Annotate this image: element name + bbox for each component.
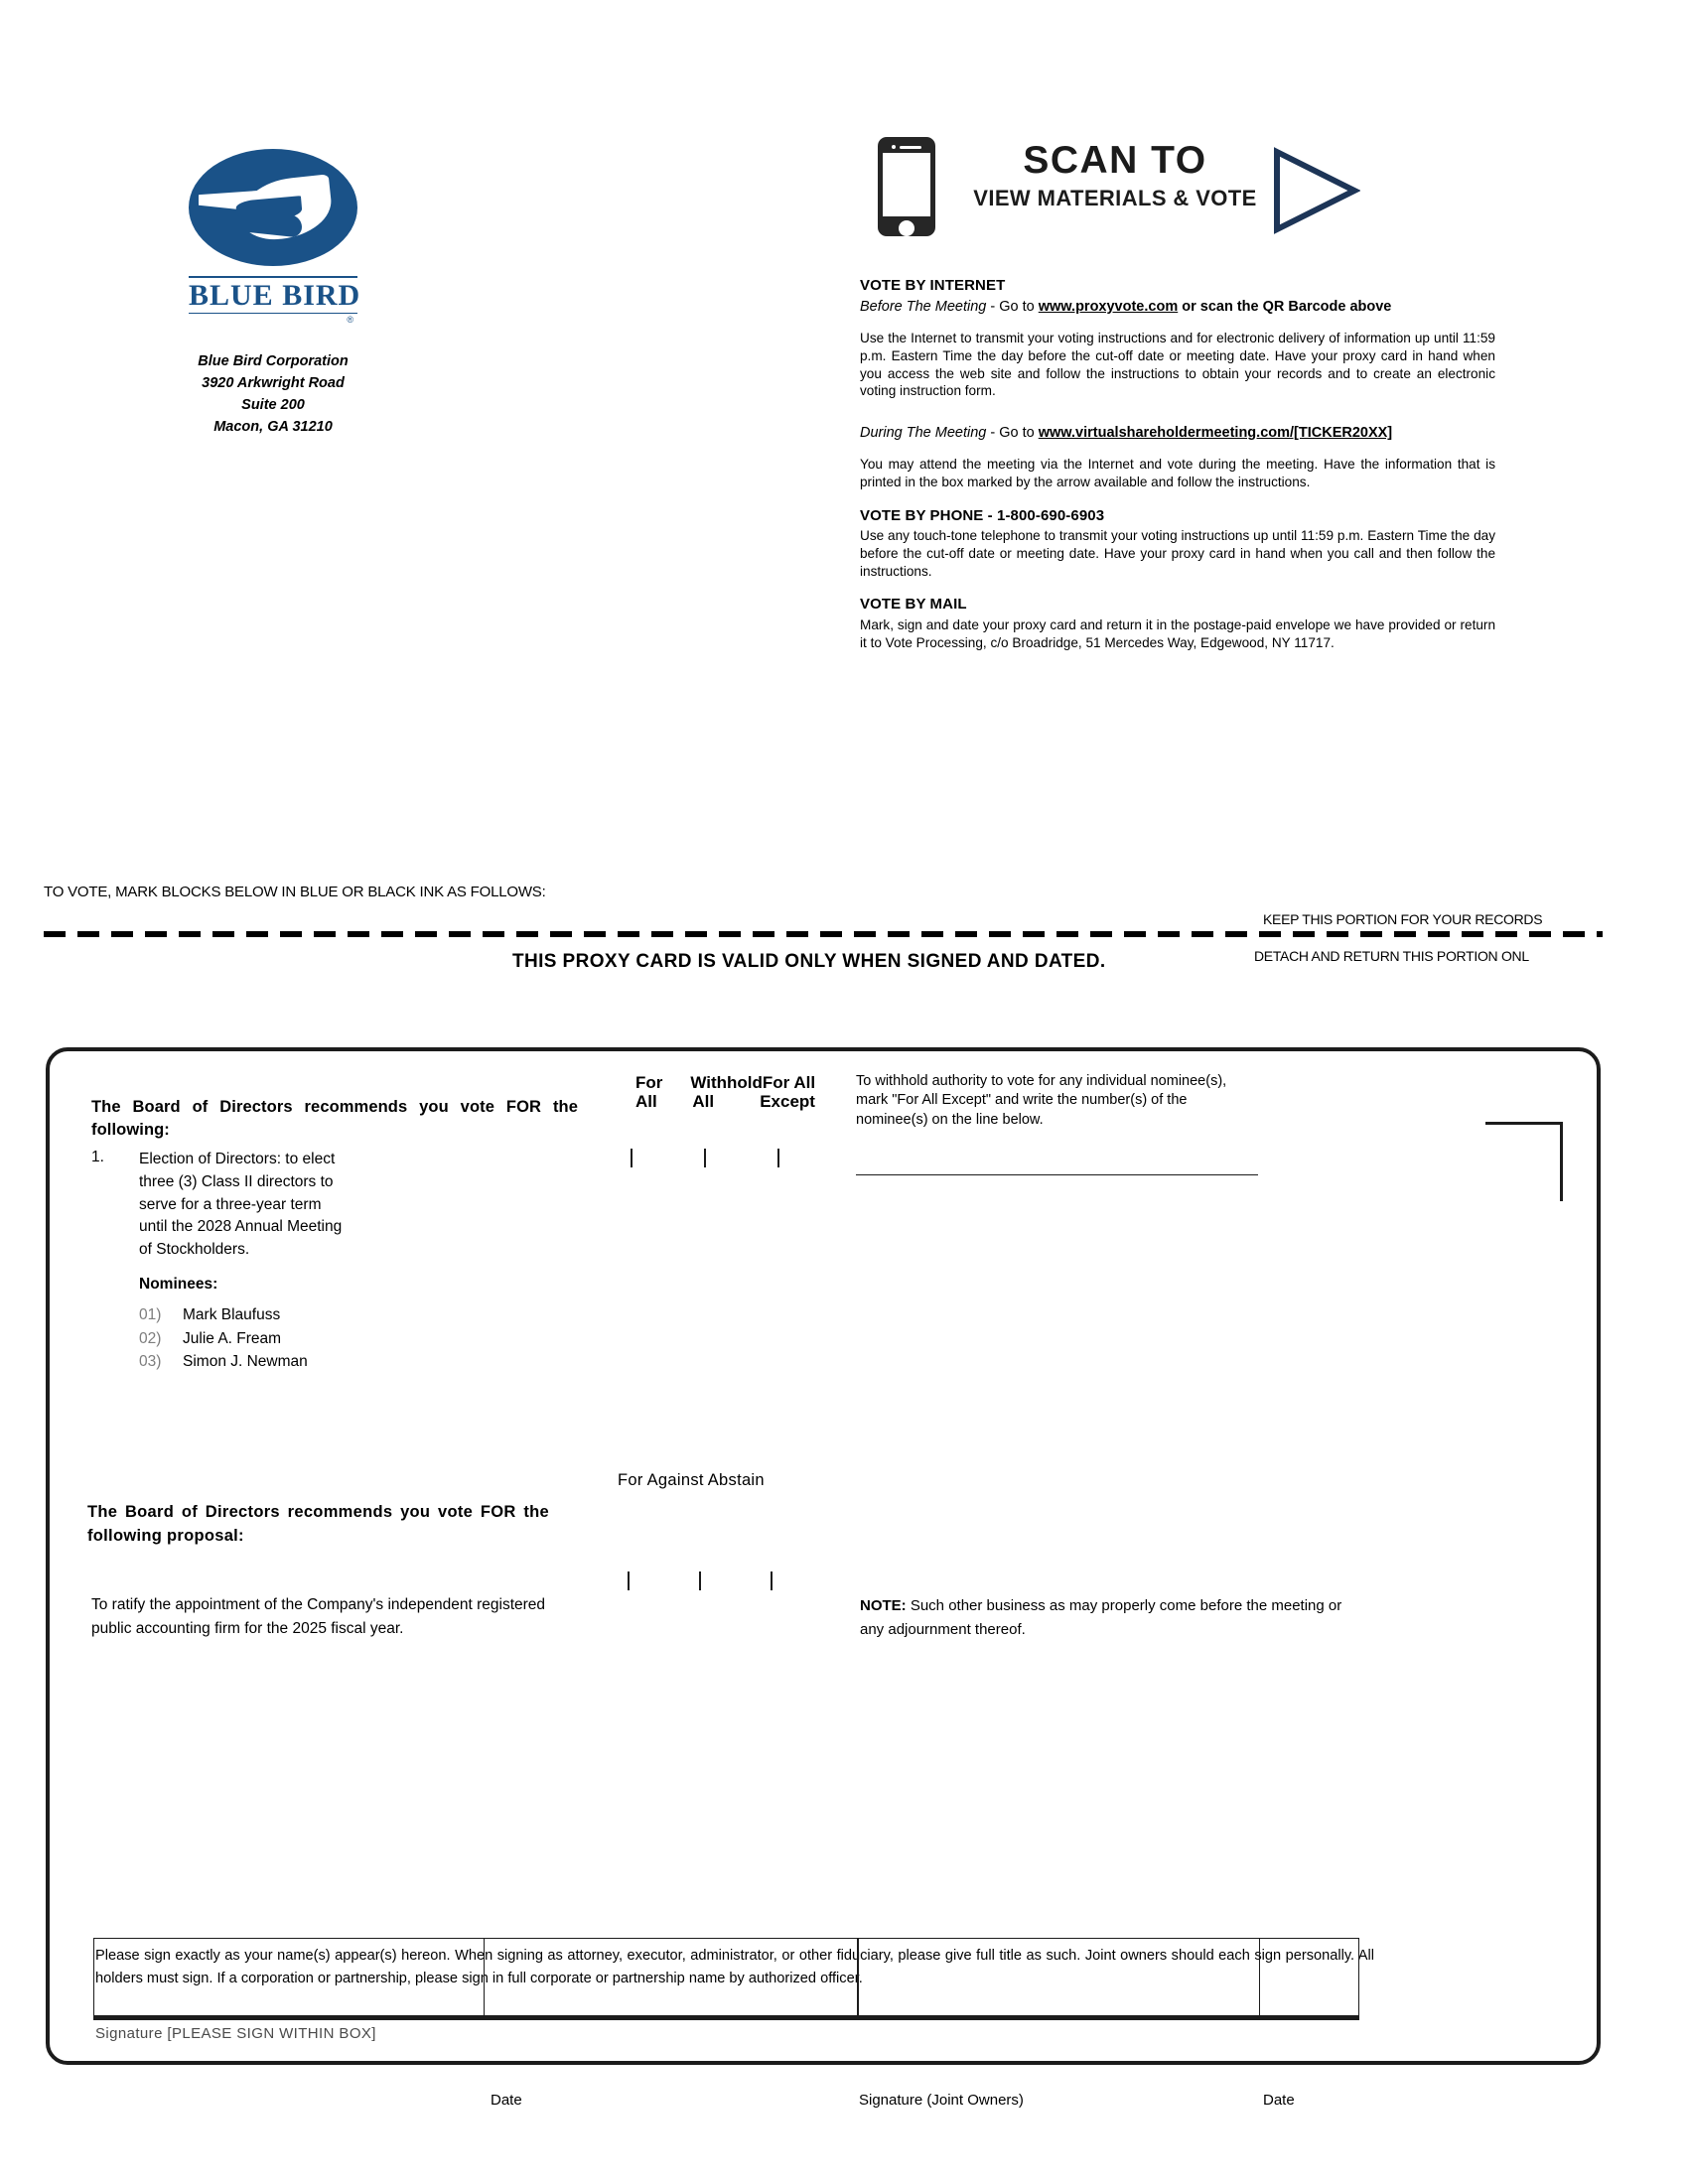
signature-within-box-label: Signature [PLEASE SIGN WITHIN BOX] bbox=[95, 2025, 376, 2042]
header-withhold-all-bottom: All bbox=[692, 1092, 715, 1112]
keep-portion-label: KEEP THIS PORTION FOR YOUR RECORDS bbox=[1263, 911, 1543, 927]
nominee-number: 02) bbox=[139, 1329, 162, 1347]
proposal-1-column-headers bbox=[635, 1073, 834, 1111]
vote-by-internet-heading: VOTE BY INTERNET bbox=[860, 277, 1006, 294]
before-meeting-dash: - Go to bbox=[986, 298, 1039, 315]
proposal-1-number: 1. bbox=[91, 1149, 104, 1165]
signature-field-divider bbox=[484, 1938, 485, 2019]
vote-by-phone-heading: VOTE BY PHONE - 1-800-690-6903 bbox=[860, 506, 1105, 524]
date-label-primary: Date bbox=[491, 2092, 522, 2109]
other-business-note bbox=[860, 1594, 1366, 1642]
company-logo-block bbox=[149, 149, 397, 439]
vote-instructions-block bbox=[860, 276, 1495, 652]
company-street: 3920 Arkwright Road bbox=[202, 375, 345, 392]
note-label: NOTE: bbox=[860, 1597, 907, 1614]
vote-by-mail-heading: VOTE BY MAIL bbox=[860, 596, 967, 614]
header-for-all-top: For bbox=[635, 1073, 663, 1092]
proposal-1-checkbox-row bbox=[631, 1150, 851, 1167]
mail-body: Mark, sign and date your proxy card and return it in the postage-paid envelope we have provided or return it to Vote Processing, c/o Broadridge, 51 Mercedes Way, Edgewood, NY 11717. bbox=[860, 617, 1495, 651]
during-meeting-label: During The Meeting bbox=[860, 424, 987, 441]
nominee-number: 01) bbox=[139, 1306, 162, 1323]
for-all-except-write-in-line[interactable] bbox=[856, 1174, 1258, 1175]
board-recommendation-2: The Board of Directors recommends you vote FOR the following proposal: bbox=[87, 1503, 549, 1545]
header-withhold-all-top: Withhold bbox=[690, 1073, 763, 1092]
during-meeting-line bbox=[860, 424, 1495, 443]
note-text: Such other business as may properly come before the meeting or any adjournment thereof. bbox=[860, 1597, 1342, 1638]
list-item bbox=[139, 1327, 397, 1351]
proxyvote-link[interactable]: www.proxyvote.com bbox=[1038, 298, 1179, 315]
detach-portion-label: DETACH AND RETURN THIS PORTION ONL bbox=[1254, 948, 1529, 964]
withhold-authority-note: To withhold authority to vote for any individual nominee(s), mark "For All Except" and write the number(s) of the nominee(s) on the line below. bbox=[856, 1073, 1227, 1128]
list-item bbox=[139, 1303, 397, 1327]
company-name: Blue Bird Corporation bbox=[198, 353, 349, 370]
list-item bbox=[139, 1350, 397, 1374]
registered-trademark-icon: ® bbox=[347, 315, 353, 326]
joint-signature-field[interactable] bbox=[858, 1938, 1359, 2019]
nominees-list bbox=[139, 1303, 397, 1374]
company-suite: Suite 200 bbox=[241, 397, 305, 414]
nominee-number: 03) bbox=[139, 1353, 162, 1371]
mark-blocks-instruction: TO VOTE, MARK BLOCKS BELOW IN BLUE OR BLACK INK AS FOLLOWS: bbox=[44, 884, 546, 900]
smartphone-icon bbox=[878, 137, 935, 236]
checkbox-against[interactable] bbox=[699, 1571, 701, 1590]
proxy-valid-notice: THIS PROXY CARD IS VALID ONLY WHEN SIGNED AND DATED. bbox=[512, 951, 1106, 972]
company-address bbox=[149, 350, 397, 438]
nominee-name: Simon J. Newman bbox=[183, 1353, 308, 1371]
internet-before-body: Use the Internet to transmit your voting instructions and for electronic delivery of information up until 11:59 p.m. Eastern Time the day before the cut-off date or meeting date. Have your proxy card in hand when you access the web site and follow the instructions to obtain your records and to create an electronic voting instruction form. bbox=[860, 331, 1495, 399]
internet-during-body: You may attend the meeting via the Internet and vote during the meeting. Have the information that is printed in the box marked by the arrow available and follow the instructions. bbox=[860, 457, 1495, 489]
signature-field-rule bbox=[93, 2015, 858, 2020]
during-meeting-dash: - Go to bbox=[986, 424, 1039, 441]
blue-bird-oval-logo-icon bbox=[189, 149, 357, 266]
nominees-label: Nominees: bbox=[139, 1276, 218, 1293]
signature-field[interactable] bbox=[93, 1938, 858, 2019]
board-recommendation-1: The Board of Directors recommends you vote FOR the following: bbox=[91, 1098, 578, 1140]
header-for-all-bottom: All bbox=[635, 1092, 657, 1112]
proposal-2-checkbox-row bbox=[628, 1572, 842, 1590]
header-for-all-except-top: For All bbox=[762, 1073, 816, 1092]
proposal-2-text: To ratify the appointment of the Company's independent registered public accounting firm for the 2025 fiscal year. bbox=[91, 1596, 546, 1637]
nominee-name: Mark Blaufuss bbox=[183, 1306, 281, 1323]
checkbox-withhold-all[interactable] bbox=[704, 1149, 706, 1167]
checkbox-for-all-except[interactable] bbox=[777, 1149, 779, 1167]
proposal-1-text: Election of Directors: to elect three (3) Class II directors to serve for a three-year term until the 2028 Annual Meeting of Stockholders. bbox=[139, 1151, 343, 1259]
nominee-name: Julie A. Fream bbox=[183, 1329, 282, 1347]
joint-owners-signature-label: Signature (Joint Owners) bbox=[859, 2092, 1024, 2109]
proposal-2-column-headers: For Against Abstain bbox=[618, 1471, 765, 1489]
phone-body: Use any touch-tone telephone to transmit your voting instructions up until 11:59 p.m. Eastern Time the day before the cut-off date or meeting date. Have your proxy card in hand when you call and then follow the instructions. bbox=[860, 528, 1495, 579]
checkbox-for[interactable] bbox=[628, 1571, 630, 1590]
before-meeting-label: Before The Meeting bbox=[860, 298, 987, 315]
virtual-meeting-link[interactable]: www.virtualshareholdermeeting.com/[TICKER20XX] bbox=[1038, 424, 1393, 441]
date-label-joint: Date bbox=[1263, 2092, 1295, 2109]
company-city-state-zip: Macon, GA 31210 bbox=[213, 419, 333, 436]
checkbox-abstain[interactable] bbox=[771, 1571, 773, 1590]
before-meeting-line bbox=[860, 298, 1495, 317]
perforation-dashed-line bbox=[44, 931, 1603, 937]
wordmark-text: BLUE BIRD bbox=[189, 279, 361, 312]
checkbox-for-all[interactable] bbox=[631, 1149, 633, 1167]
joint-signature-field-rule bbox=[858, 2015, 1359, 2020]
blue-bird-wordmark bbox=[189, 276, 361, 326]
joint-signature-field-divider bbox=[1259, 1938, 1260, 2019]
before-meeting-suffix: or scan the QR Barcode above bbox=[1178, 298, 1392, 315]
registration-corner-bracket-icon bbox=[1485, 1122, 1563, 1201]
header-for-all-except-bottom: Except bbox=[760, 1092, 815, 1112]
scan-to-title: SCAN TO bbox=[1023, 139, 1207, 182]
scan-to-vote-header bbox=[862, 127, 1378, 246]
scan-to-subtitle: VIEW MATERIALS & VOTE bbox=[973, 185, 1257, 210]
signature-instructions: Please sign exactly as your name(s) appear(s) hereon. When signing as attorney, executor, administrator, or other fiduciary, please give full title as such. Joint owners should each sign personally. All holders must sign. If a corporation or partnership, please sign in full corporate or partnership name by authorized officer. bbox=[95, 1948, 1374, 1987]
